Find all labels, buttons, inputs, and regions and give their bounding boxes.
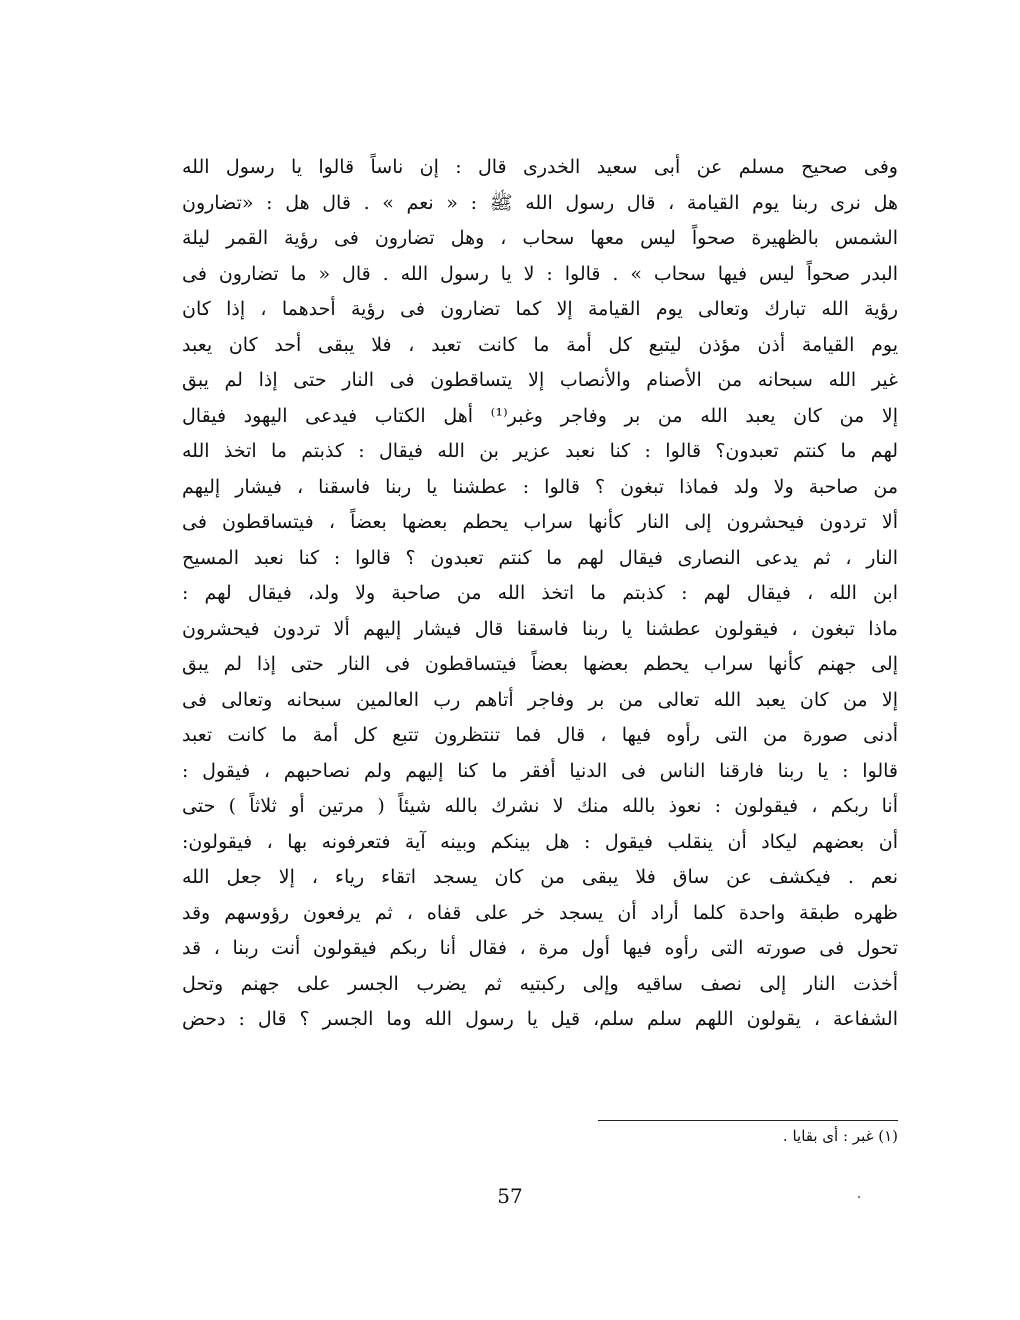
text-line: البدر صحواً ليس فيها سحاب » . قالوا : لا يا رسول الله . قال « ما تضارون فى <box>182 262 898 285</box>
text-line: أن بعضهم ليكاد أن ينقلب فيقول : هل بينكم وبينه آية فتعرفونه بها ، فيقولون: <box>182 830 898 853</box>
text-line: إلا من كان يعبد الله تعالى من بر وفاجر أتاهم رب العالمين سبحانه وتعالى فى <box>182 688 898 711</box>
text-line: رؤية الله تبارك وتعالى يوم القيامة إلا كما تضارون فى رؤية أحدهما ، إذا كان <box>182 298 898 320</box>
footnote-separator <box>598 1120 898 1121</box>
text-line: إلا من كان يعبد الله من بر وفاجر وغبر⁽¹⁾ أهل الكتاب فيدعى اليهود فيقال <box>182 404 898 427</box>
text-line: لهم ما كنتم تعبدون؟ قالوا : كنا نعبد عزير بن الله فيقال : كذبتم ما اتخذ الله <box>182 440 898 462</box>
text-line: ظهره طبقة واحدة كلما أراد أن يسجد خر على قفاه ، ثم يرفعون رؤوسهم وقد <box>182 901 898 924</box>
page-number: 57 <box>497 1184 523 1208</box>
text-line: أنا ربكم ، فيقولون : نعوذ بالله منك لا نشرك بالله شيئاً ( مرتين أو ثلاثاً ) حتى <box>182 795 898 817</box>
footnote: (١) غبر : أى بقايا . <box>782 1127 898 1145</box>
scan-speck <box>858 1196 860 1198</box>
text-line: غير الله سبحانه من الأصنام والأنصاب إلا يتساقطون فى النار حتى إذا لم يبق <box>182 369 898 391</box>
main-text-block <box>182 150 898 1038</box>
text-line: هل نرى ربنا يوم القيامة ، قال رسول الله ﷺ : « نعم » . قال هل : «تضارون <box>182 191 898 214</box>
text-line: ابن الله ، فيقال لهم : كذبتم ما اتخذ الله من صاحبة ولا ولد، فيقال لهم : <box>182 582 898 604</box>
text-line: النار ، ثم يدعى النصارى فيقال لهم ما كنتم تعبدون ؟ قالوا : كنا نعبد المسيح <box>182 546 898 569</box>
text-line: قالوا : يا ربنا فارقنا الناس فى الدنيا أفقر ما كنا إليهم ولم نصاحبهم ، فيقول : <box>182 759 898 782</box>
text-line: يوم القيامة أذن مؤذن ليتبع كل أمة ما كانت تعبد ، فلا يبقى أحد كان يعبد <box>182 333 898 356</box>
text-line: تحول فى صورته التى رأوه فيها أول مرة ، فقال أنا ربكم فيقولون أنت ربنا ، قد <box>182 937 898 959</box>
text-line: الشمس بالظهيرة صحواً ليس معها سحاب ، وهل تضارون فى رؤية القمر ليلة <box>182 227 898 249</box>
text-line: أدنى صورة من التى رأوه فيها ، قال فما تنتظرون تتبع كل أمة ما كانت تعبد <box>182 724 898 746</box>
text-line: أخذت النار إلى نصف ساقيه وإلى ركبتيه ثم يضرب الجسر على جهنم وتحل <box>182 972 898 995</box>
text-line: ألا تردون فيحشرون إلى النار كأنها سراب يحطم بعضها بعضاً ، فيتساقطون فى <box>182 511 898 533</box>
text-line: الشفاعة ، يقولون اللهم سلم سلم، قيل يا رسول الله وما الجسر ؟ قال : دحض <box>182 1008 898 1030</box>
text-line: من صاحبة ولا ولد فماذا تبغون ؟ قالوا : عطشنا يا ربنا فاسقنا ، فيشار إليهم <box>182 475 898 498</box>
text-line: نعم . فيكشف عن ساق فلا يبقى من كان يسجد اتقاء رياء ، إلا جعل الله <box>182 866 898 888</box>
text-line: إلى جهنم كأنها سراب يحطم بعضها بعضاً فيتساقطون فى النار حتى إذا لم يبق <box>182 653 898 675</box>
text-line: ماذا تبغون ، فيقولون عطشنا يا ربنا فاسقنا قال فيشار إليهم ألا تردون فيحشرون <box>182 617 898 640</box>
text-line: وفى صحيح مسلم عن أبى سعيد الخدرى قال : إن ناساً قالوا يا رسول الله <box>182 156 898 178</box>
